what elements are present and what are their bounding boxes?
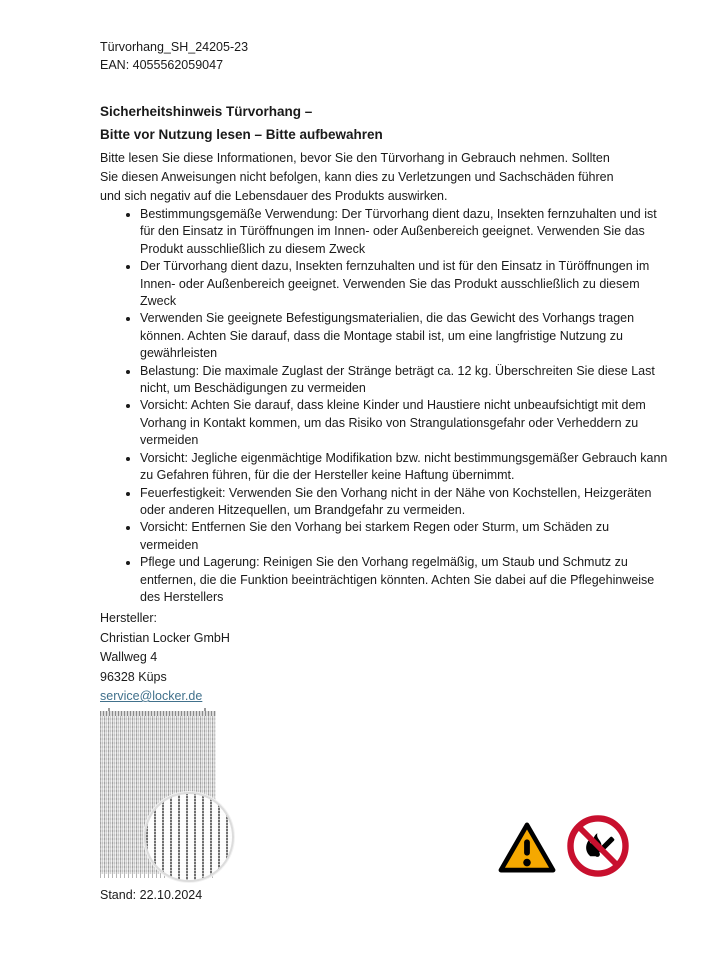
- safety-bullet-item: • Bestimmungsgemäße Verwendung: Der Türvorhang dient dazu, Insekten fernzuhalten und ist für den Einsatz in Türöffnungen im Innen- oder Außenbereich geeignet. Verwenden Sie das Produkt ausschließlich zu diesem Zweck: [140, 206, 670, 258]
- manufacturer-label: Hersteller:: [100, 611, 157, 625]
- safety-bullet-item: • Belastung: Die maximale Zuglast der Stränge beträgt ca. 12 kg. Überschreiten Sie diese Last nicht, um Beschädigungen zu vermeiden: [140, 363, 670, 398]
- safety-bullet-item: • Der Türvorhang dient dazu, Insekten fernzuhalten und ist für den Einsatz in Türöffnungen im Innen- oder Außenbereich geeignet. Verwenden Sie das Produkt ausschließlich zu diesem Zweck: [140, 258, 670, 310]
- manufacturer-city: 96328 Küps: [100, 669, 167, 684]
- safety-bullet-item: • Vorsicht: Entfernen Sie den Vorhang bei starkem Regen oder Sturm, um Schäden zu vermeiden: [140, 519, 670, 554]
- intro-paragraph: Bitte lesen Sie diese Informationen, bevor Sie den Türvorhang in Gebrauch nehmen. Sollten Sie diesen Anweisungen nicht befolgen, kann dies zu Verletzungen und Sachschäden führen und sich negativ auf die Lebensdauer des Produkts auswirken.: [100, 151, 614, 203]
- safety-bullet-item: • Feuerfestigkeit: Verwenden Sie den Vorhang nicht in der Nähe von Kochstellen, Heizgeräten oder anderen Hitzequellen, um Brandgefahr zu vermeiden.: [140, 485, 670, 520]
- ean-number: EAN: 4055562059047: [100, 58, 224, 72]
- safety-bullet-item: • Verwenden Sie geeignete Befestigungsmaterialien, die das Gewicht des Vorhangs tragen können. Achten Sie darauf, dass die Montage stabil ist, um eine langfristige Nutzung zu gewährleisten: [140, 310, 670, 362]
- page-title: [100, 101, 383, 146]
- no-open-flame-icon: [566, 814, 630, 878]
- strand-curtain-photo: [100, 711, 216, 878]
- curtain-detail-inset-circle: [144, 792, 234, 882]
- title-line-2: Bitte vor Nutzung lesen – Bitte aufbewahren: [100, 126, 383, 142]
- title-line-1: Sicherheitshinweis Türvorhang –: [100, 104, 313, 119]
- safety-bullet-item: • Vorsicht: Achten Sie darauf, dass kleine Kinder und Haustiere nicht unbeaufsichtigt mit dem Vorhang in Kontakt kommen, um das Risiko von Strangulationsgefahr oder Verheddern zu vermeiden: [140, 397, 670, 449]
- safety-bullet-list: [100, 206, 670, 606]
- warning-triangle-icon: [498, 820, 556, 875]
- manufacturer-street: Wallweg 4: [100, 650, 158, 664]
- safety-pictograms: [498, 814, 632, 880]
- document-reference-block: [100, 38, 248, 74]
- revision-date: Stand: 22.10.2024: [100, 888, 203, 902]
- safety-bullet-item: • Pflege und Lagerung: Reinigen Sie den Vorhang regelmäßig, um Staub und Schmutz zu entfernen, die die Funktion beeinträchtigen könnten. Achten Sie dabei auf die Pflegehinweise des Herstellers: [140, 554, 670, 606]
- safety-bullet-item: • Vorsicht: Jegliche eigenmächtige Modifikation bzw. nicht bestimmungsgemäßer Gebrauch kann zu Gefahren führen, für die der Hersteller keine Haftung übernimmt.: [140, 450, 670, 485]
- manufacturer-name: Christian Locker GmbH: [100, 630, 230, 645]
- document-reference: Türvorhang_SH_24205-23: [100, 40, 249, 54]
- manufacturer-email-link[interactable]: service@locker.de: [100, 689, 203, 703]
- manufacturer-block: [100, 609, 230, 707]
